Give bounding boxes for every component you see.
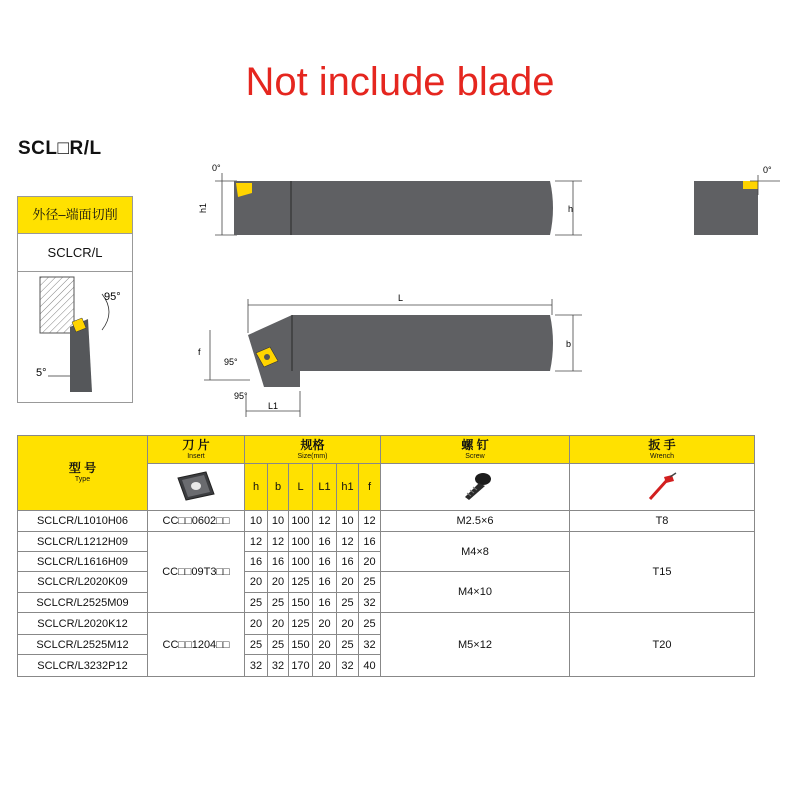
dim-cell-f: 25 <box>359 572 381 593</box>
type-cell: SCLCR/L2020K12 <box>18 613 148 635</box>
dim-cell-h: 25 <box>245 593 268 613</box>
angle-95-label: 95° <box>104 291 121 303</box>
dim-cell-l1: 20 <box>313 613 337 635</box>
size-header: 规格 Size(mm) <box>245 436 381 464</box>
insert-header: 刀 片 Insert <box>148 436 245 464</box>
dim-cell-l: 150 <box>289 593 313 613</box>
dim-cell-l: 150 <box>289 635 313 655</box>
end-view-insert <box>743 181 758 189</box>
table-row <box>18 511 755 532</box>
end-angle-label: 0° <box>763 165 772 175</box>
top-h-label: h <box>568 204 574 214</box>
top-view-body <box>234 181 553 235</box>
bottom-angle-label: 95° <box>234 391 248 401</box>
dim-cell-h1: 16 <box>337 552 359 572</box>
dim-cell-b: 12 <box>268 532 289 552</box>
insert-icon <box>172 468 220 504</box>
dim-cell-f: 40 <box>359 655 381 677</box>
dim-f-header: f <box>359 464 381 511</box>
dim-cell-h1: 20 <box>337 572 359 593</box>
dim-cell-l: 100 <box>289 532 313 552</box>
headline: Not include blade <box>245 60 555 104</box>
dim-cell-f: 12 <box>359 511 381 532</box>
top-h1-label: h1 <box>198 202 208 213</box>
dim-cell-h1: 12 <box>337 532 359 552</box>
dim-cell-b: 10 <box>268 511 289 532</box>
tool-drawings <box>190 155 800 425</box>
dim-cell-l1: 20 <box>313 655 337 677</box>
dim-cell-h: 16 <box>245 552 268 572</box>
screw-icon <box>455 469 495 503</box>
dim-cell-b: 20 <box>268 572 289 593</box>
dim-cell-l: 125 <box>289 572 313 593</box>
type-cell: SCLCR/L2525M12 <box>18 635 148 655</box>
end-view-body <box>694 181 758 235</box>
screw-cell: M2.5×6 <box>381 511 570 532</box>
dim-cell-b: 20 <box>268 613 289 635</box>
table-row <box>18 532 755 552</box>
dim-cell-l1: 12 <box>313 511 337 532</box>
type-cell: SCLCR/L2020K09 <box>18 572 148 593</box>
dim-L-header: L <box>289 464 313 511</box>
top-view <box>198 163 582 235</box>
application-diagram <box>18 272 132 402</box>
dim-cell-l1: 16 <box>313 532 337 552</box>
workpiece-hatch <box>40 277 74 333</box>
dim-L1-header: L1 <box>313 464 337 511</box>
dim-cell-b: 25 <box>268 635 289 655</box>
dim-cell-h: 32 <box>245 655 268 677</box>
dim-cell-h1: 32 <box>337 655 359 677</box>
type-cell: SCLCR/L3232P12 <box>18 655 148 677</box>
top-angle-label: 0° <box>212 163 221 173</box>
dim-cell-h: 25 <box>245 635 268 655</box>
dim-cell-l: 100 <box>289 511 313 532</box>
screw-cell: M4×8 <box>381 532 570 572</box>
dim-cell-b: 16 <box>268 552 289 572</box>
application-model: SCLCR/L <box>18 234 132 272</box>
insert-cell: CC□□1204□□ <box>148 613 245 677</box>
type-cell: SCLCR/L1212H09 <box>18 532 148 552</box>
table-header-row <box>18 436 755 464</box>
insert-cell: CC□□09T3□□ <box>148 532 245 613</box>
dim-cell-h1: 25 <box>337 635 359 655</box>
dim-cell-h: 12 <box>245 532 268 552</box>
table-body <box>18 511 755 677</box>
type-cell: SCLCR/L1616H09 <box>18 552 148 572</box>
model-code: SCL□R/L <box>18 138 102 159</box>
dim-cell-h1: 20 <box>337 613 359 635</box>
bottom-L-label: L <box>398 293 404 303</box>
side-angle-label: 95° <box>224 357 238 367</box>
dim-cell-h: 20 <box>245 613 268 635</box>
dim-b-header: b <box>268 464 289 511</box>
dim-h-header: h <box>245 464 268 511</box>
table-row <box>18 613 755 635</box>
screw-image <box>381 464 570 511</box>
wrench-cell: T20 <box>570 613 755 677</box>
dim-cell-l1: 16 <box>313 593 337 613</box>
bottom-f-label: f <box>198 347 201 357</box>
dim-cell-l1: 20 <box>313 635 337 655</box>
bottom-view <box>198 293 582 417</box>
wrench-header: 扳 手 Wrench <box>570 436 755 464</box>
screw-header: 螺 钉 Screw <box>381 436 570 464</box>
application-title: 外径–端面切削 <box>18 197 132 234</box>
dim-cell-l1: 16 <box>313 552 337 572</box>
dim-h1-header: h1 <box>337 464 359 511</box>
spec-table <box>17 435 755 677</box>
dim-cell-f: 25 <box>359 613 381 635</box>
dim-cell-f: 20 <box>359 552 381 572</box>
wrench-cell: T8 <box>570 511 755 532</box>
type-cell: SCLCR/L2525M09 <box>18 593 148 613</box>
dim-cell-l: 100 <box>289 552 313 572</box>
dim-cell-l1: 16 <box>313 572 337 593</box>
type-cell: SCLCR/L1010H06 <box>18 511 148 532</box>
insert-image <box>148 464 245 511</box>
angle-5-label: 5° <box>36 367 47 379</box>
dim-cell-l: 125 <box>289 613 313 635</box>
dim-cell-f: 32 <box>359 593 381 613</box>
wrench-cell: T15 <box>570 532 755 613</box>
dim-cell-b: 25 <box>268 593 289 613</box>
dim-cell-h: 10 <box>245 511 268 532</box>
dim-cell-h1: 25 <box>337 593 359 613</box>
wrench-image <box>570 464 755 511</box>
wrench-icon <box>642 469 682 503</box>
bottom-view-body <box>248 315 553 387</box>
dim-cell-b: 32 <box>268 655 289 677</box>
dim-cell-f: 16 <box>359 532 381 552</box>
screw-cell: M4×10 <box>381 572 570 613</box>
dim-cell-h: 20 <box>245 572 268 593</box>
insert-cell: CC□□0602□□ <box>148 511 245 532</box>
bottom-L1-label: L1 <box>268 401 279 411</box>
dim-cell-l: 170 <box>289 655 313 677</box>
end-view <box>694 165 780 235</box>
dim-cell-f: 32 <box>359 635 381 655</box>
application-card <box>17 196 133 403</box>
screw-cell: M5×12 <box>381 613 570 677</box>
dim-cell-h1: 10 <box>337 511 359 532</box>
type-header: 型 号 Type <box>18 436 148 511</box>
bottom-b-label: b <box>566 339 572 349</box>
